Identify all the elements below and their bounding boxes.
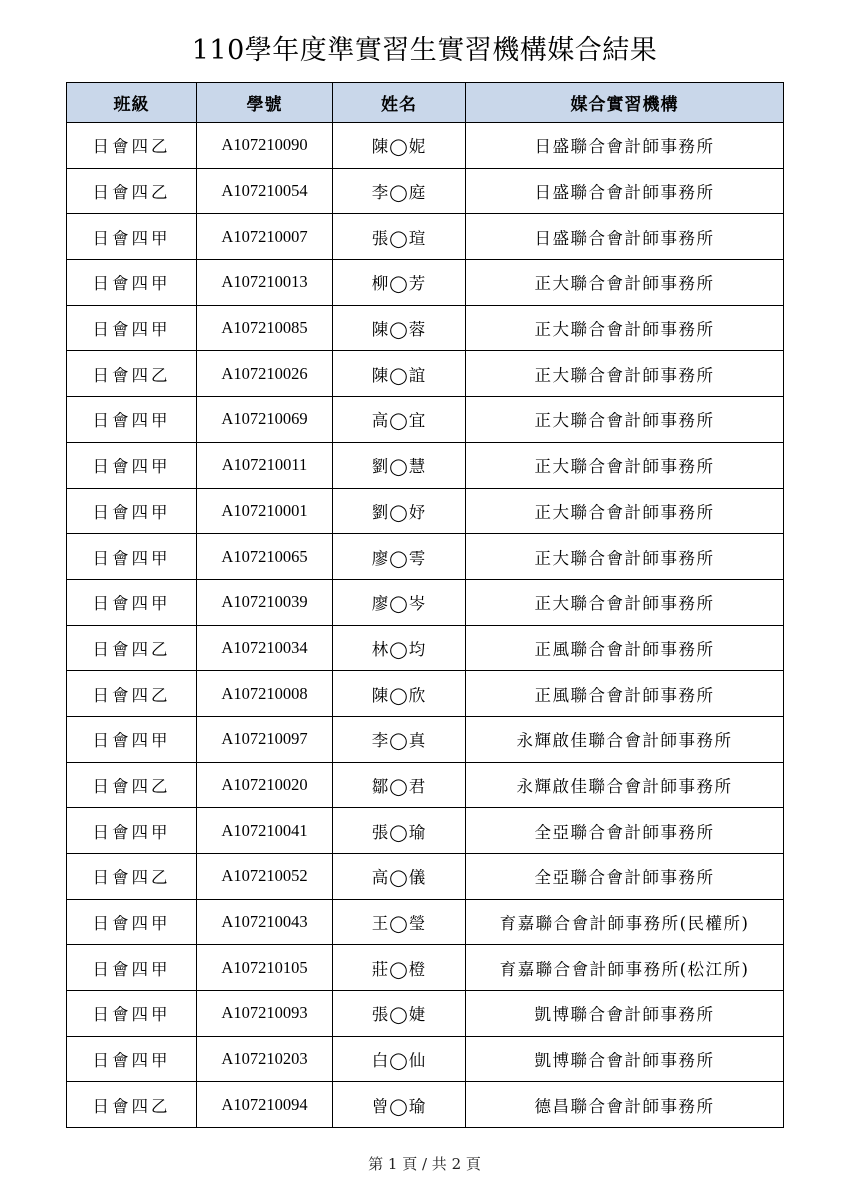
cell-student-id: A107210007 xyxy=(197,214,333,260)
table-row xyxy=(67,534,784,580)
cell-class: 日會四甲 xyxy=(67,899,197,945)
cell-class: 日會四甲 xyxy=(67,305,197,351)
cell-institution: 日盛聯合會計師事務所 xyxy=(466,123,784,169)
cell-class: 日會四乙 xyxy=(67,1082,197,1128)
cell-institution: 永輝啟佳聯合會計師事務所 xyxy=(466,762,784,808)
cell-class: 日會四甲 xyxy=(67,442,197,488)
table-row xyxy=(67,671,784,717)
table-row xyxy=(67,899,784,945)
cell-name: 廖◯岑 xyxy=(333,579,466,625)
cell-class: 日會四乙 xyxy=(67,762,197,808)
cell-student-id: A107210065 xyxy=(197,534,333,580)
cell-institution: 正大聯合會計師事務所 xyxy=(466,397,784,443)
cell-student-id: A107210090 xyxy=(197,123,333,169)
cell-name: 張◯瑜 xyxy=(333,808,466,854)
cell-student-id: A107210203 xyxy=(197,1036,333,1082)
table-row xyxy=(67,991,784,1037)
cell-name: 陳◯誼 xyxy=(333,351,466,397)
cell-class: 日會四乙 xyxy=(67,123,197,169)
table-row xyxy=(67,488,784,534)
cell-class: 日會四甲 xyxy=(67,260,197,306)
cell-institution: 德昌聯合會計師事務所 xyxy=(466,1082,784,1128)
cell-name: 白◯仙 xyxy=(333,1036,466,1082)
cell-institution: 正大聯合會計師事務所 xyxy=(466,579,784,625)
table-row xyxy=(67,579,784,625)
cell-name: 陳◯蓉 xyxy=(333,305,466,351)
cell-student-id: A107210039 xyxy=(197,579,333,625)
table-row xyxy=(67,762,784,808)
cell-student-id: A107210052 xyxy=(197,854,333,900)
header-institution: 媒合實習機構 xyxy=(466,83,784,123)
table-row xyxy=(67,260,784,306)
cell-institution: 育嘉聯合會計師事務所(民權所) xyxy=(466,899,784,945)
cell-student-id: A107210034 xyxy=(197,625,333,671)
table-row xyxy=(67,397,784,443)
cell-name: 陳◯欣 xyxy=(333,671,466,717)
cell-student-id: A107210011 xyxy=(197,442,333,488)
page-title: 110學年度準實習生實習機構媒合結果 xyxy=(191,35,658,66)
table-header-row xyxy=(67,83,784,123)
cell-student-id: A107210001 xyxy=(197,488,333,534)
cell-institution: 正大聯合會計師事務所 xyxy=(466,351,784,397)
table-row xyxy=(67,123,784,169)
cell-class: 日會四乙 xyxy=(67,625,197,671)
cell-name: 王◯瑩 xyxy=(333,899,466,945)
cell-class: 日會四甲 xyxy=(67,214,197,260)
cell-institution: 凱博聯合會計師事務所 xyxy=(466,991,784,1037)
cell-class: 日會四甲 xyxy=(67,488,197,534)
page-footer: 第 1 頁 / 共 2 頁 xyxy=(368,1155,481,1173)
table-row xyxy=(67,305,784,351)
table-row xyxy=(67,945,784,991)
table-row xyxy=(67,442,784,488)
cell-name: 林◯均 xyxy=(333,625,466,671)
table-row xyxy=(67,716,784,762)
cell-student-id: A107210043 xyxy=(197,899,333,945)
cell-student-id: A107210094 xyxy=(197,1082,333,1128)
cell-institution: 永輝啟佳聯合會計師事務所 xyxy=(466,716,784,762)
table-row xyxy=(67,625,784,671)
header-student-id: 學號 xyxy=(197,83,333,123)
cell-class: 日會四乙 xyxy=(67,351,197,397)
cell-name: 張◯婕 xyxy=(333,991,466,1037)
cell-institution: 正大聯合會計師事務所 xyxy=(466,534,784,580)
cell-name: 柳◯芳 xyxy=(333,260,466,306)
cell-student-id: A107210105 xyxy=(197,945,333,991)
cell-institution: 日盛聯合會計師事務所 xyxy=(466,214,784,260)
table-row xyxy=(67,351,784,397)
header-class: 班級 xyxy=(67,83,197,123)
cell-name: 鄒◯君 xyxy=(333,762,466,808)
cell-name: 劉◯妤 xyxy=(333,488,466,534)
table-row xyxy=(67,1082,784,1128)
cell-name: 高◯儀 xyxy=(333,854,466,900)
cell-institution: 正風聯合會計師事務所 xyxy=(466,625,784,671)
cell-student-id: A107210020 xyxy=(197,762,333,808)
cell-institution: 正大聯合會計師事務所 xyxy=(466,488,784,534)
cell-student-id: A107210013 xyxy=(197,260,333,306)
cell-name: 莊◯橙 xyxy=(333,945,466,991)
cell-name: 曾◯瑜 xyxy=(333,1082,466,1128)
table-row xyxy=(67,854,784,900)
cell-class: 日會四乙 xyxy=(67,168,197,214)
cell-institution: 日盛聯合會計師事務所 xyxy=(466,168,784,214)
cell-class: 日會四甲 xyxy=(67,579,197,625)
cell-student-id: A107210054 xyxy=(197,168,333,214)
cell-institution: 全亞聯合會計師事務所 xyxy=(466,808,784,854)
cell-class: 日會四甲 xyxy=(67,397,197,443)
cell-name: 張◯瑄 xyxy=(333,214,466,260)
cell-class: 日會四甲 xyxy=(67,808,197,854)
matching-results-table xyxy=(66,82,784,1128)
cell-name: 陳◯妮 xyxy=(333,123,466,169)
cell-name: 李◯真 xyxy=(333,716,466,762)
cell-name: 高◯宜 xyxy=(333,397,466,443)
cell-institution: 正大聯合會計師事務所 xyxy=(466,305,784,351)
cell-institution: 正風聯合會計師事務所 xyxy=(466,671,784,717)
cell-student-id: A107210093 xyxy=(197,991,333,1037)
table-row xyxy=(67,1036,784,1082)
cell-student-id: A107210097 xyxy=(197,716,333,762)
cell-class: 日會四甲 xyxy=(67,945,197,991)
cell-class: 日會四甲 xyxy=(67,716,197,762)
table-row xyxy=(67,168,784,214)
cell-student-id: A107210085 xyxy=(197,305,333,351)
table-row xyxy=(67,214,784,260)
cell-name: 李◯庭 xyxy=(333,168,466,214)
table-body xyxy=(67,123,784,1128)
cell-student-id: A107210026 xyxy=(197,351,333,397)
cell-class: 日會四甲 xyxy=(67,534,197,580)
cell-class: 日會四甲 xyxy=(67,991,197,1037)
cell-institution: 正大聯合會計師事務所 xyxy=(466,442,784,488)
cell-name: 廖◯雩 xyxy=(333,534,466,580)
cell-class: 日會四乙 xyxy=(67,854,197,900)
cell-student-id: A107210069 xyxy=(197,397,333,443)
cell-institution: 育嘉聯合會計師事務所(松江所) xyxy=(466,945,784,991)
cell-institution: 全亞聯合會計師事務所 xyxy=(466,854,784,900)
table-row xyxy=(67,808,784,854)
cell-institution: 正大聯合會計師事務所 xyxy=(466,260,784,306)
cell-student-id: A107210041 xyxy=(197,808,333,854)
cell-class: 日會四乙 xyxy=(67,671,197,717)
header-name: 姓名 xyxy=(333,83,466,123)
cell-institution: 凱博聯合會計師事務所 xyxy=(466,1036,784,1082)
cell-student-id: A107210008 xyxy=(197,671,333,717)
cell-name: 劉◯慧 xyxy=(333,442,466,488)
cell-class: 日會四甲 xyxy=(67,1036,197,1082)
